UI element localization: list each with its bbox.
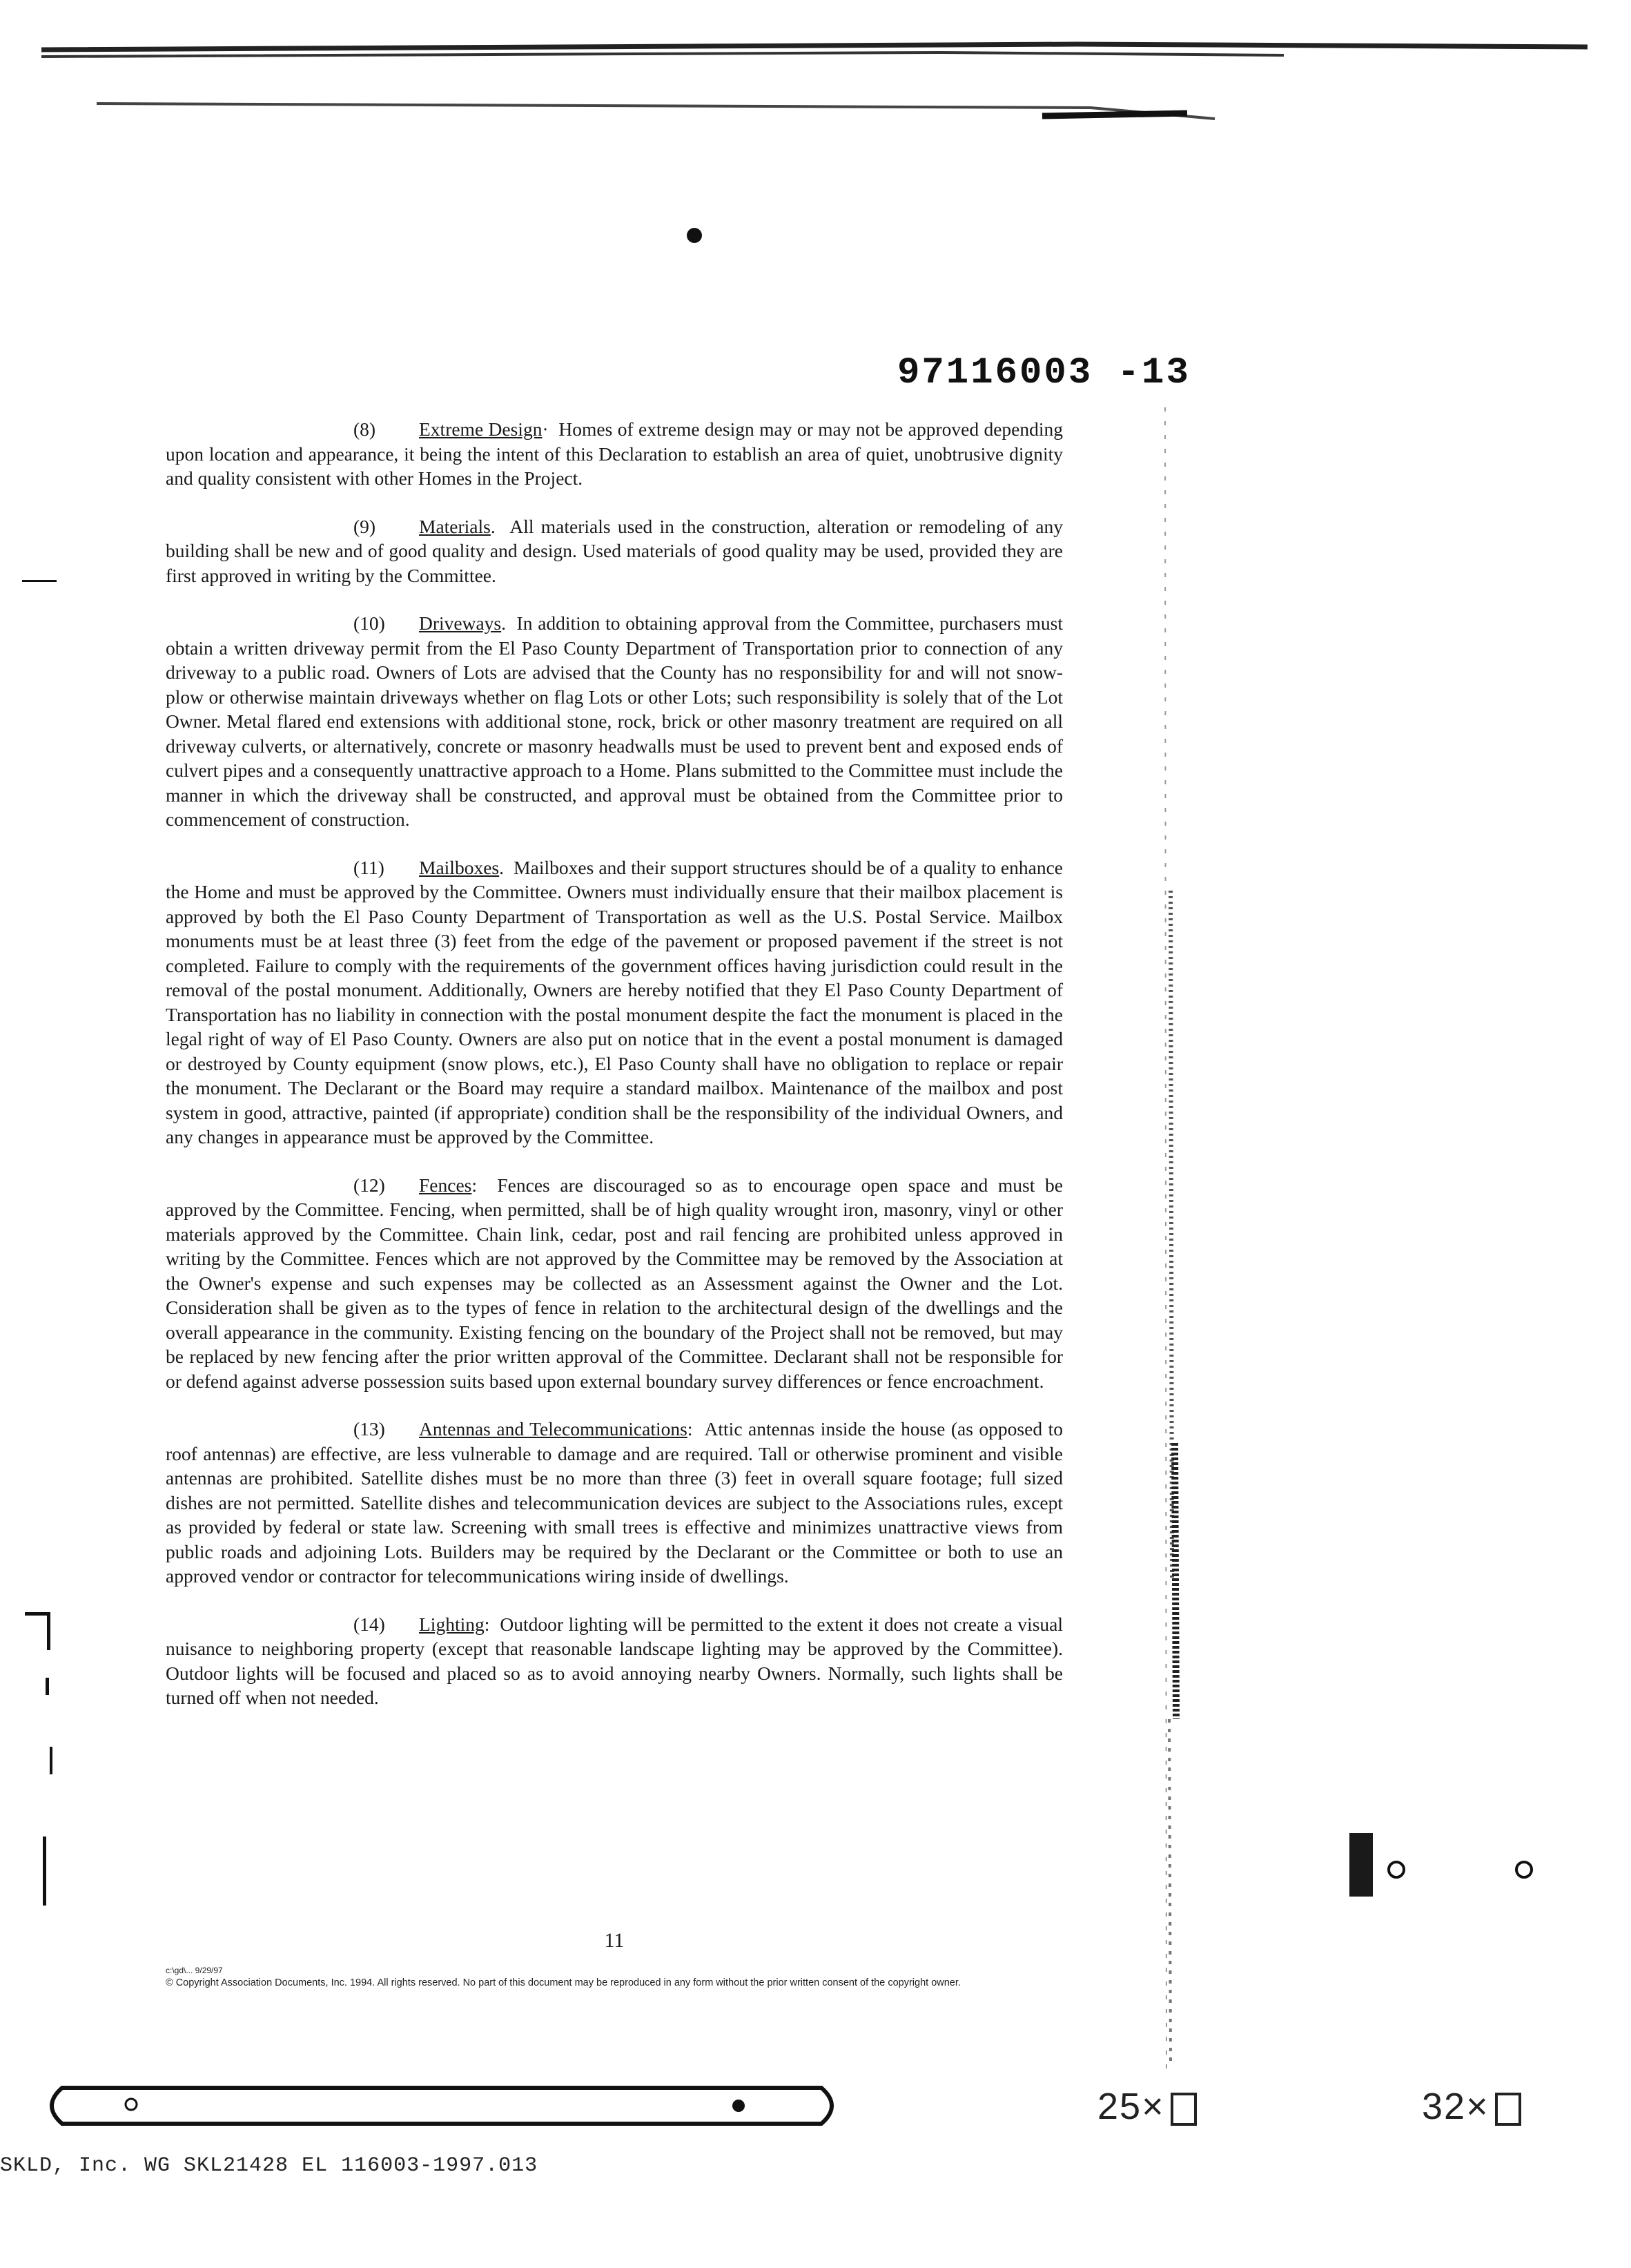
paragraph-number: (9) [353,515,376,537]
margin-mark [25,1612,50,1616]
margin-mark [47,1612,50,1650]
paragraph-text: Homes of extreme design may or may not be approved depending upon location and appearance, it being the intent of this Declaration to establish an area of quiet, unobtrusive dignity and quality consistent with other Homes in the Project. [166,418,1064,489]
heading-punctuation: : [687,1418,693,1440]
margin-mark [46,1678,49,1695]
reduction-label-right [1422,2085,1521,2128]
paragraph-text: Fences are discouraged so as to encourage open space and must be approved by the Committee. Fencing, when permitted, shall be of high quality wrought iron, masonry, vinyl or other materials approved by the Committee. Chain link, cedar, post and rail fencing are prohibited unless approved in writing by the Committee. Fences which are not approved by the Committee may be removed by the Association at the Owner's expense and such expenses may be collected as an Assessment against the Owner and the Lot. Consideration shall be given as to the types of fence in relation to the architectural design of the dwellings and the overall appearance in the community. Existing fencing on the boundary of the Project shall not be removed, but may be replaced by new fencing after the prior written approval of the Committee. Declarant shall not be responsible for or defend against adverse possession suits based upon external boundary survey differences or fence encroachment. [166,1174,1064,1392]
scan-tab-mark [1349,1833,1373,1897]
paragraph-heading: Mailboxes [419,856,500,878]
paragraph-number: (8) [353,418,376,440]
paragraph-heading: Antennas and Telecommunications [419,1418,687,1440]
paragraph-extreme-design [166,417,1063,491]
paragraph-fences [166,1173,1063,1394]
heading-punctuation: : [484,1613,490,1635]
paragraph-number: (14) [353,1613,385,1635]
scan-bottom-bar [41,2085,842,2126]
reduction-label-left [1097,2085,1197,2128]
punch-hole-dot [687,228,702,243]
paragraph-heading: Extreme Design [419,418,543,440]
scan-footer-id: SKLD, Inc. WG SKL21428 EL 116003-1997.013 [0,2154,538,2178]
scan-header-artifact [41,41,1601,124]
recording-number: 97116003 -13 [897,352,1191,394]
footnote-copyright: © Copyright Association Documents, Inc. 1994. All rights reserved. No part of this document may be reproduced in any form without the prior written consent of the copyright owner. [166,1977,961,1988]
heading-punctuation: : [471,1174,478,1196]
reduction-right-text: 32× [1422,2086,1490,2127]
paragraph-lighting [166,1612,1063,1710]
footnote [166,1964,980,1989]
reduction-box-icon [1495,2093,1521,2126]
margin-mark [50,1747,52,1774]
margin-mark [43,1836,46,1906]
paragraph-heading: Materials [419,515,491,537]
paragraph-number: (12) [353,1174,385,1196]
document-body [166,417,1063,1734]
paragraph-mailboxes [166,855,1063,1150]
paragraph-number: (10) [353,612,385,634]
footnote-file: c:\gd\... 9/29/97 [166,1966,223,1975]
margin-mark [22,580,57,582]
reduction-left-text: 25× [1097,2086,1165,2127]
paragraph-materials [166,514,1063,588]
paragraph-heading: Driveways [419,612,502,634]
paragraph-heading: Fences [419,1174,472,1196]
paragraph-text: Attic antennas inside the house (as opposed to roof antennas) are effective, are less vulnerable to damage and are required. Tall or otherwise prominent and visible antennas are prohibited. Satellite dishes must be no more than three (3) feet in overall square footage; full sized dishes are not permitted. Satellite dishes and telecommunication devices are subject to the Associations rules, except as provided by federal or state law. Screening with small trees is effective and minimizes unattractive views from public roads and adjoining Lots. Builders may be required by the Declarant or the Committee or both to use an approved vendor or contractor for telecommunications wiring inside of dwellings. [166,1418,1063,1587]
heading-punctuation: · [542,418,549,440]
paragraph-antennas [166,1417,1063,1589]
heading-punctuation: . [501,612,507,634]
paragraph-text: Mailboxes and their support structures should be of a quality to enhance the Home and must be approved by the Committee. Owners must individually ensure that their mailbox placement is approved by both the El Paso County Department of Transportation as well as the U.S. Postal Service. Mailbox monuments must be at least three (3) feet from the edge of the pavement or proposed pavement if the street is not completed. Failure to comply with the requirements of the government offices having jurisdiction could result in the removal of the postal monument. Additionally, Owners are hereby notified that they El Paso County Department of Transportation has no liability in connection with the postal monument despite the fact the monument is placed in the legal right of way of El Paso County. Owners are also put on notice that in the event a postal monument is damaged or destroyed by County equipment (snow plows, etc.), El Paso County shall have no obligation to replace or repair the monument. The Declarant or the Board may require a standard mailbox. Maintenance of the mailbox and post system in good, attractive, painted (if appropriate) condition shall be the responsibility of the individual Owners, and any changes in appearance must be approved by the Committee. [166,856,1063,1147]
reduction-box-icon [1171,2093,1197,2126]
scan-circle-mark [1515,1861,1533,1879]
scan-edge-strip [1151,407,1193,2078]
paragraph-number: (13) [353,1418,385,1440]
paragraph-number: (11) [353,856,384,878]
paragraph-text: All materials used in the construction, alteration or remodeling of any building shall be new and of good quality and design. Used materials of good quality may be used, provided they are first approved in writing by the Committee. [166,515,1063,586]
heading-punctuation: . [499,856,504,878]
paragraph-driveways [166,611,1063,832]
paragraph-heading: Lighting [419,1613,485,1635]
paragraph-text: Outdoor lighting will be permitted to the extent it does not create a visual nuisance to neighboring property (except that reasonable landscape lighting may be approved by the Committee). Outdoor lights will be focused and placed so as to avoid annoying nearby Owners. Normally, such lights shall be turned off when not needed. [166,1613,1063,1708]
scan-circle-mark [1387,1861,1405,1879]
heading-punctuation: . [490,515,496,537]
page-number: 11 [604,1929,625,1952]
paragraph-text: In addition to obtaining approval from the Committee, purchasers must obtain a written driveway permit from the El Paso County Department of Transportation prior to connection of any driveway to a public road. Owners of Lots are advised that the County has no responsibility for and will not snow-plow or otherwise maintain driveways whether on flag Lots or other Lots; such responsibility is solely that of the Lot Owner. Metal flared end extensions with additional stone, rock, brick or other masonry treatment are required on all driveway culverts, or alternatively, concrete or masonry headwalls must be used to prevent bent and exposed ends of culvert pipes and a consequently unattractive approach to a Home. Plans submitted to the Committee must include the manner in which the driveway shall be constructed, and approval must be obtained from the Committee prior to commencement of construction. [166,612,1064,830]
